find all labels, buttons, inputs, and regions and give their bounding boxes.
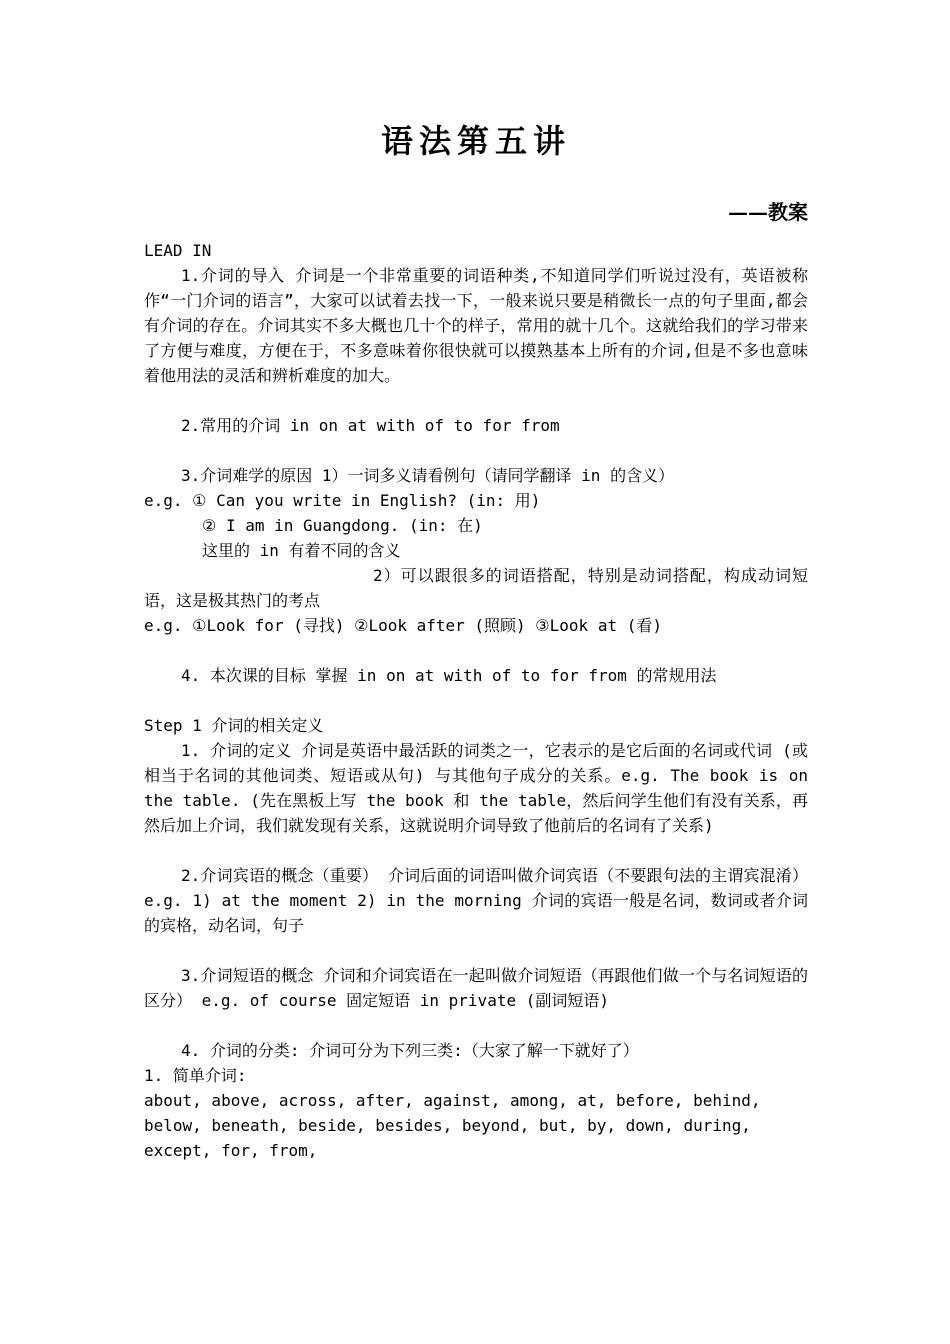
paragraph-intro: 1.介词的导入 介词是一个非常重要的词语种类,不知道同学们听说过没有，英语被称作“一门介词的语言”，大家可以试着去找一下，一般来说只要是稍微长一点的句子里面,都会有介词的存在。介词其实不多大概也几十个的样子，常用的就十几个。这就给我们的学习带来了方便与难度，方便在于，不多意味着你很快就可以摸熟基本上所有的介词,但是不多也意味着他用法的灵活和辨析难度的加大。: [144, 266, 808, 385]
paragraph-preposition-list: about, above, across, after, against, among, at, before, behind, below, beneath, beside, besides, beyond, but, by, down, during, except, for, from,: [144, 1091, 761, 1160]
paragraph-common-prepositions: 2.常用的介词 in on at with of to for from: [181, 416, 560, 435]
paragraph-object: 2.介词宾语的概念（重要） 介词后面的词语叫做介词宾语（不要跟句法的主谓宾混淆） e.g. 1) at the moment 2) in the morning 介词的宾语一般是名词，数词或者介词的宾格，动名词，句子: [144, 866, 808, 935]
example-note: 这里的 in 有着不同的含义: [202, 541, 401, 560]
paragraph-definition: 1. 介词的定义 介词是英语中最活跃的词类之一，它表示的是它后面的名词或代词 (或相当于名词的其他词类、短语或从句) 与其他句子成分的关系。e.g. The book is on the table. (先在黑板上写 the book 和 the table，然后问学生他们有没有关系，再然后加上介词，我们就发现有关系，这就说明介词导致了他前后的名词有了关系): [144, 741, 808, 835]
paragraph-difficulty: 3.介词难学的原因 1）一词多义请看例句（请同学翻译 in 的含义）: [181, 466, 675, 485]
paragraph-simple-prepositions: 1. 简单介词:: [144, 1066, 247, 1085]
example-line-3: e.g. ①Look for (寻找) ②Look after (照顾) ③Look at (看): [144, 616, 662, 635]
section-heading-lead-in: LEAD IN: [144, 241, 212, 260]
paragraph-collocation: 2）可以跟很多的词语搭配，特别是动词搭配，构成动词短语，这是极其热门的考点: [144, 566, 808, 610]
paragraph-phrase: 3.介词短语的概念 介词和介词宾语在一起叫做介词短语（再跟他们做一个与名词短语的区分） e.g. of course 固定短语 in private (副词短语): [144, 966, 808, 1010]
document-body: [144, 238, 808, 1163]
document-title: 语法第五讲: [380, 122, 571, 160]
paragraph-classification: 4. 介词的分类: 介词可分为下列三类:（大家了解一下就好了）: [181, 1041, 639, 1060]
paragraph-objective: 4. 本次课的目标 掌握 in on at with of to for from 的常规用法: [181, 666, 717, 685]
example-line-2: ② I am in Guangdong. (in: 在): [202, 516, 483, 535]
example-line-1: e.g. ① Can you write in English? (in: 用): [144, 491, 541, 510]
section-heading-step1: Step 1 介词的相关定义: [144, 716, 324, 735]
document-subtitle: ——教案: [728, 200, 808, 224]
